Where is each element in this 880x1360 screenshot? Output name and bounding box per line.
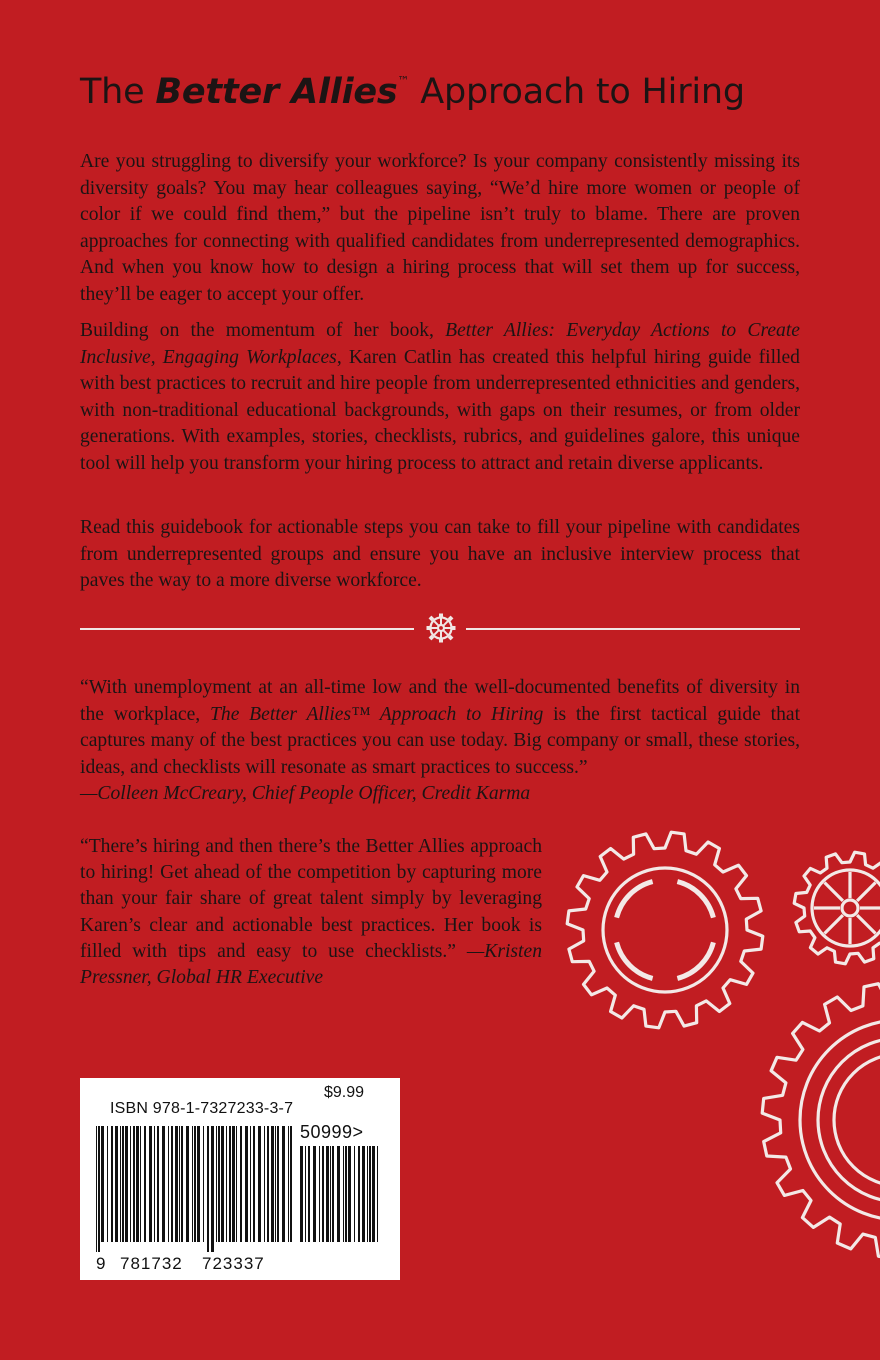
large-gear-icon [567,832,763,1028]
barcode-bar [277,1126,279,1242]
p2-body: , Karen Catlin has created this helpful hiring guide filled with best practices to recruit and hire people from underrepresented ethnicities and genders, with non-traditional educational backgrounds, with gaps on their resumes, or from older generations. With examples, stories, checklists, rubrics, and guidelines galore, this unique tool will help you transform your hiring process to attract and retain diverse applicants. [80,346,800,474]
barcode-bar [136,1126,139,1242]
barcode-bar [367,1146,368,1242]
barcode-bar [226,1126,227,1242]
price-addon-code: 50999> [300,1122,364,1142]
barcode-bar [345,1146,347,1242]
barcode-bar [218,1126,220,1242]
barcode-bar [211,1126,214,1252]
title-brand: Better Allies [155,72,398,112]
barcode-bar [240,1126,242,1242]
blurb-paragraph-3: Read this guidebook for actionable steps you can take to fill your pipeline with candidates from underrepresented groups and ensure you have an inclusive interview process that paves the way to a more diverse workforce. [80,517,800,592]
book-title [80,72,745,112]
testimonial-1-attribution: —Colleen McCreary, Chief People Officer, Credit Karma [80,783,531,805]
barcode-bar [122,1126,124,1242]
barcode-bar [98,1126,100,1252]
testimonial-2-text: “There’s hiring and then there’s the Better Allies approach to hiring! Get ahead of the competition by capturing more than your fair share of great talent simply by leveraging Karen’s clear and actionable best practices. Her book is filled with tips and easy to use checklists.” [80,836,542,962]
title-pre: The [80,72,156,112]
barcode-bar [157,1126,159,1242]
barcode-bar [221,1126,224,1242]
barcode-bar [322,1146,324,1242]
divider-rule-left [80,628,414,630]
barcode-bar [258,1126,261,1242]
isbn-text: ISBN 978-1-7327233-3-7 [110,1100,294,1117]
small-gear-icon [794,852,880,964]
barcode-bar [162,1126,165,1242]
testimonial-1-book-title: The Better Allies™ Approach to Hiring [210,703,544,725]
barcode-bar [343,1146,344,1242]
barcode-bar [267,1126,269,1242]
barcode-bar [96,1126,97,1252]
barcode-bar [154,1126,155,1242]
addon-barcode [300,1146,382,1252]
barcode-bar [111,1126,113,1242]
barcode-digit-first: 9 [96,1254,107,1273]
barcode-bar [186,1126,189,1242]
testimonial-2 [80,834,542,991]
barcode-bar [372,1146,375,1242]
barcode-bar [354,1146,355,1242]
barcode-bar [171,1126,173,1242]
barcode-bar [192,1126,193,1242]
barcode-bar [264,1126,265,1242]
price-text: $9.99 [324,1084,365,1101]
barcode-bar [216,1126,217,1242]
testimonial-1 [80,675,800,808]
barcode-bar [377,1146,378,1242]
corner-gear-icon [762,982,880,1258]
barcode-digits-right: 723337 [202,1254,265,1273]
barcode-bar [245,1126,248,1242]
barcode-bar [149,1126,152,1242]
barcode-bar [236,1126,237,1242]
gear-icon [424,611,458,645]
barcode-bar [253,1126,255,1242]
barcode-bar [232,1126,235,1242]
barcode-digits-left: 781732 [120,1254,183,1273]
barcode-bar [140,1126,141,1242]
barcode-bar [229,1126,231,1242]
barcode-bar [115,1126,118,1242]
barcode-bar [194,1126,196,1242]
barcode-bar [203,1126,204,1242]
barcode-bar [290,1126,292,1242]
barcode-label [80,1078,400,1280]
barcode-bar [308,1146,310,1242]
barcode-bar [133,1126,135,1242]
gears-illustration [520,820,880,1360]
barcode-bar [181,1126,183,1242]
barcode-bar [337,1146,340,1242]
barcode-bar [288,1126,289,1242]
barcode-bar [197,1126,200,1242]
barcode-bar [282,1126,285,1242]
section-divider [80,611,800,645]
testimonial-1-text-b: is the first tactical guide that captures many of the best practices you can use today. Big company or small, these stories, ideas, and checklists will resonate as smart practices to success.” [80,703,801,778]
barcode-bar [120,1126,121,1242]
barcode-bar [330,1146,331,1242]
referenced-book-title: Better Allies: Everyday Actions to Create Inclusive, Engaging Workplaces [80,320,800,368]
barcode-bar [319,1146,320,1242]
barcode-bar [271,1126,274,1242]
divider-rule-right [466,628,800,630]
barcode-bar [332,1146,334,1242]
barcode-bar [348,1146,351,1242]
p2-intro: Building on the momentum of her book, [80,320,446,341]
isbn-barcode [96,1126,294,1252]
barcode-bar [179,1126,180,1242]
barcode-bar [107,1126,108,1242]
barcode-bar [313,1146,316,1242]
barcode-bar [358,1146,360,1242]
barcode-bar [125,1126,128,1242]
title-post: Approach to Hiring [409,72,745,112]
barcode-bar [300,1146,303,1242]
testimonial-2-attribution: —Kristen Pressner, Global HR Executive [80,940,542,989]
barcode-bar [362,1146,365,1242]
barcode-bar [144,1126,146,1242]
barcode-bar [175,1126,178,1242]
barcode-bar [101,1126,104,1242]
barcode-bar [207,1126,209,1252]
barcode-bar [369,1146,371,1242]
barcode-bar [305,1146,306,1242]
barcode-bar [326,1146,329,1242]
blurb-paragraph-1: Are you struggling to diversify your workforce? Is your company consistently missing its diversity goals? You may hear colleagues saying, “We’d hire more women or people of color if we could find them,” but the pipeline isn’t truly to blame. There are proven approaches for connecting with qualified candidates from underrepresented demographics. And when you know how to design a hiring process that will set them up for success, they’ll be eager to accept your offer. [80,151,800,305]
barcode-bar [250,1126,251,1242]
testimonial-1-text-a: “With unemployment at an all-time low and the well-documented benefits of diversity in the workplace, [80,677,800,725]
trademark-symbol: ™ [397,74,410,88]
blurb-paragraph-2 [80,318,800,478]
barcode-bar [168,1126,169,1242]
barcode-bar [130,1126,131,1242]
barcode-bar [275,1126,276,1242]
